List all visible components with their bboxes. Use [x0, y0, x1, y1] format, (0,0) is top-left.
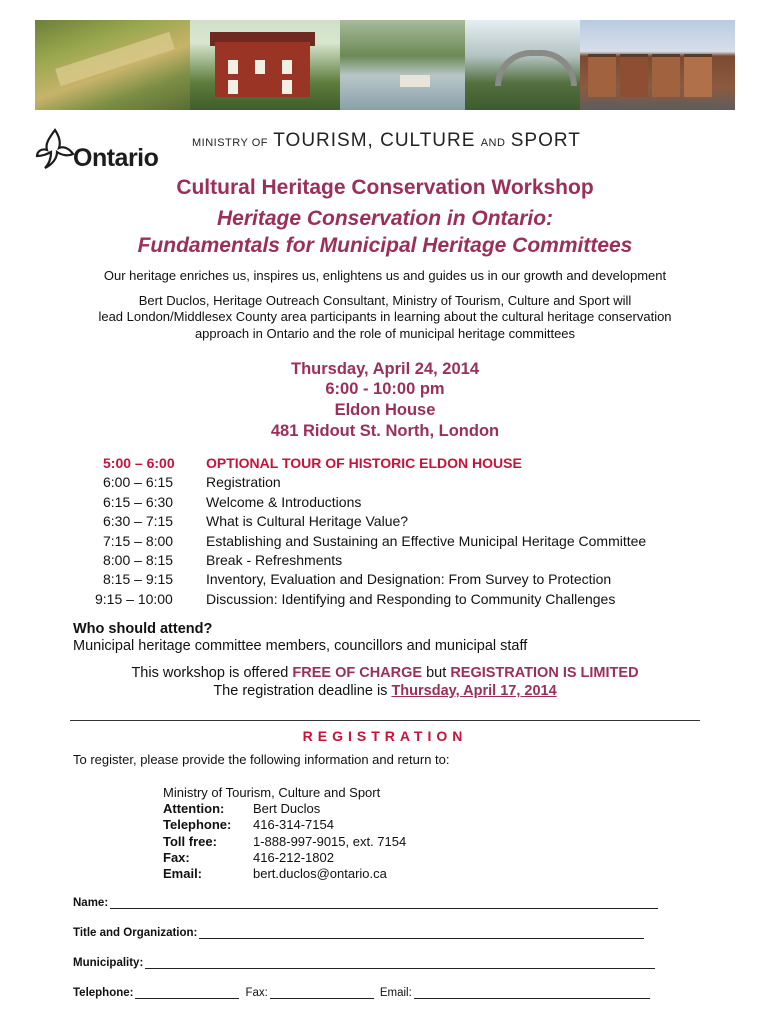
offer-line: This workshop is offered FREE OF CHARGE but REGISTRATION IS LIMITED [131, 665, 639, 681]
attend-text: Municipal heritage committee members, councillors and municipal staff [73, 638, 528, 654]
email-label: Email: [379, 987, 412, 999]
ministry-name: MINISTRY OF TOURISM, CULTURE AND SPORT [192, 130, 581, 151]
schedule-list [95, 454, 647, 609]
subtitle-line-1: Heritage Conservation in Ontario: [216, 207, 554, 230]
contact-org: Ministry of Tourism, Culture and Sport [163, 785, 381, 800]
fax-label: Fax: [245, 987, 268, 999]
registration-instructions: To register, please provide the following information and return to: [73, 752, 450, 767]
river-boathouse-photo [340, 20, 465, 110]
contact-block [163, 785, 406, 882]
event-address: 481 Ridout St. North, London [270, 422, 500, 440]
title-organization-input-line[interactable] [199, 926, 644, 939]
schedule-row: 9:15 – 10:00 Discussion: Identifying and Responding to Community Challenges [95, 590, 616, 607]
brick-house-photo [190, 20, 340, 110]
description-line-1: Bert Duclos, Heritage Outreach Consultant, Ministry of Tourism, Culture and Sport will [138, 293, 632, 308]
schedule-row: 8:15 – 9:15 Inventory, Evaluation and Designation: From Survey to Protection [103, 571, 612, 588]
title-label: Title and Organization: [73, 927, 198, 939]
contact-row: Fax: 416-212-1802 [163, 849, 334, 865]
trillium-icon [35, 128, 75, 170]
main-street-photo [580, 20, 735, 110]
schedule-row: 6:15 – 6:30 Welcome & Introductions [103, 493, 362, 510]
event-venue: Eldon House [334, 401, 436, 419]
name-input-line[interactable] [110, 896, 658, 909]
municipality-field-row [73, 956, 655, 969]
stone-bridge-photo [465, 20, 580, 110]
fax-input-line[interactable] [270, 986, 374, 999]
name-field-row [73, 896, 658, 909]
municipality-label: Municipality: [73, 957, 144, 969]
schedule-row: 6:00 – 6:15 Registration [103, 474, 281, 491]
municipality-input-line[interactable] [145, 956, 655, 969]
telephone-input-line[interactable] [135, 986, 239, 999]
deadline-date: Thursday, April 17, 2014 [391, 683, 557, 699]
email-input-line[interactable] [414, 986, 650, 999]
contact-row: Email: bert.duclos@ontario.ca [163, 866, 387, 882]
description-line-2: lead London/Middlesex County area participants in learning about the cultural heritage conservation [98, 309, 672, 324]
event-date: Thursday, April 24, 2014 [291, 360, 479, 378]
schedule-row: 6:30 – 7:15 What is Cultural Heritage Value? [103, 513, 409, 530]
event-time: 6:00 - 10:00 pm [325, 380, 445, 398]
schedule-row: 5:00 – 6:00 OPTIONAL TOUR OF HISTORIC ELDON HOUSE [103, 455, 522, 471]
workshop-title: Cultural Heritage Conservation Workshop [176, 176, 594, 199]
contact-row: Telephone: 416-314-7154 [163, 817, 334, 833]
telephone-field-row [73, 986, 650, 999]
schedule-row: 7:15 – 8:00 Establishing and Sustaining an Effective Municipal Heritage Committee [103, 532, 647, 549]
contact-email: bert.duclos@ontario.ca [253, 866, 387, 882]
name-label: Name: [73, 897, 109, 909]
contact-row: Attention: Bert Duclos [163, 801, 321, 817]
ontario-wordmark: Ontario [73, 144, 159, 172]
header-photo-strip [35, 20, 735, 110]
telephone-label: Telephone: [73, 987, 134, 999]
description-line-3: approach in Ontario and the role of municipal heritage committees [194, 326, 576, 341]
schedule-row: 8:00 – 8:15 Break - Refreshments [103, 552, 343, 569]
tagline: Our heritage enriches us, inspires us, enlightens us and guides us in our growth and development [103, 268, 667, 283]
ontario-logo [35, 128, 159, 173]
farmland-photo [35, 20, 190, 110]
contact-row: Toll free: 1-888-997-9015, ext. 7154 [163, 833, 407, 849]
subtitle-line-2: Fundamentals for Municipal Heritage Committees [137, 234, 633, 257]
section-divider [70, 720, 700, 721]
title-field-row [73, 926, 644, 939]
deadline-line: The registration deadline is Thursday, April 17, 2014 [213, 683, 557, 699]
attend-heading: Who should attend? [73, 621, 213, 637]
registration-heading: REGISTRATION [302, 728, 468, 744]
